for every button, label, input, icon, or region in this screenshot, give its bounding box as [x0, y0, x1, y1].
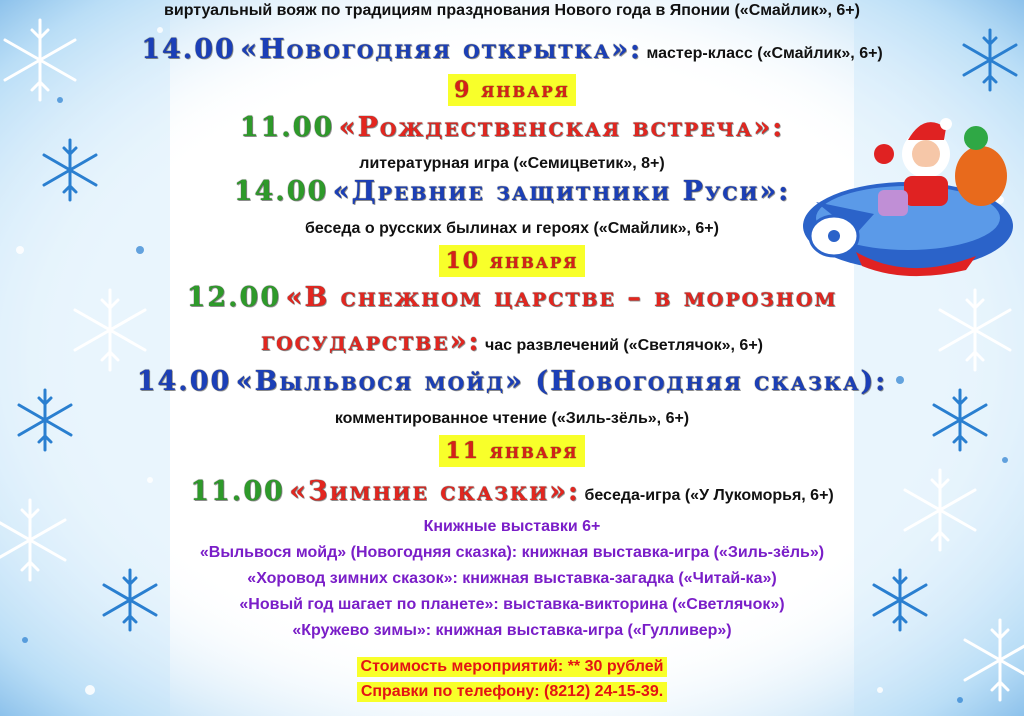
event-vylvosya-moyd: [0, 366, 1024, 397]
event-title: «Зимние сказки»:: [289, 476, 581, 507]
exhibitions-heading: Книжные выставки 6+: [423, 518, 601, 535]
event-time: 11.00: [190, 476, 285, 507]
event-desc: беседа-игра («У Лукоморья, 6+): [584, 487, 834, 504]
phone-text: Справки по телефону: (8212) 24-15-39.: [357, 682, 667, 702]
event-time: 14.00: [233, 176, 329, 207]
event-title-part2: государстве»:: [260, 326, 481, 357]
event-desc: литературная игра («Семицветик», 8+): [359, 155, 665, 172]
price-text: Стоимость мероприятий: ** 30 рублей: [357, 657, 668, 677]
event-christmas-meeting: [0, 112, 1024, 143]
exhibition-item: «Кружево зимы»: книжная выставка-игра («Гулливер»): [292, 622, 732, 639]
event-desc: мастер-класс («Смайлик», 6+): [646, 45, 883, 62]
event-title: «Рождественская встреча»:: [338, 112, 785, 143]
exhibition-item: «Выльвося мойд» (Новогодняя сказка): книжная выставка-игра («Зиль-зёль»): [199, 544, 825, 561]
event-desc: беседа о русских былинах и героях («Смайлик», 6+): [305, 220, 719, 237]
date-jan-11: [0, 435, 1024, 467]
price-line: [0, 657, 1024, 677]
event-time: 14.00: [136, 366, 232, 397]
event-desc: комментированное чтение («Зиль-зёль», 6+): [334, 410, 690, 427]
date-jan-9: [0, 74, 1024, 106]
phone-line: [0, 682, 1024, 702]
exhibition-item: «Хоровод зимних сказок»: книжная выставка-загадка («Читай-ка»): [247, 570, 777, 587]
event-title: «Новогодняя открытка»:: [240, 34, 643, 65]
event-title: «Выльвося мойд» (Новогодняя сказка):: [235, 366, 888, 397]
event-title: «Древние защитники Руси»:: [332, 176, 791, 207]
event-snow-kingdom-cont: [0, 326, 1024, 357]
event-time: 11.00: [239, 112, 335, 143]
intro-line: виртуальный вояж по традициям празднования Нового года в Японии («Смайлик», 6+): [164, 2, 860, 19]
event-winter-tales: [0, 476, 1024, 507]
event-time: 14.00: [141, 34, 236, 65]
date-jan-10: [0, 245, 1024, 277]
event-time: 12.00: [186, 282, 282, 313]
event-snow-kingdom: [0, 282, 1024, 313]
event-ancient-defenders: [0, 176, 1024, 207]
date-badge: 9 января: [448, 74, 576, 106]
event-postcard: [0, 34, 1024, 65]
event-desc: час развлечений («Светлячок», 6+): [484, 337, 763, 354]
date-badge: 11 января: [439, 435, 584, 467]
date-badge: 10 января: [439, 245, 584, 277]
event-title-part1: «В снежном царстве – в морозном: [285, 282, 838, 313]
exhibition-item: «Новый год шагает по планете»: выставка-викторина («Светлячок»): [239, 596, 785, 613]
